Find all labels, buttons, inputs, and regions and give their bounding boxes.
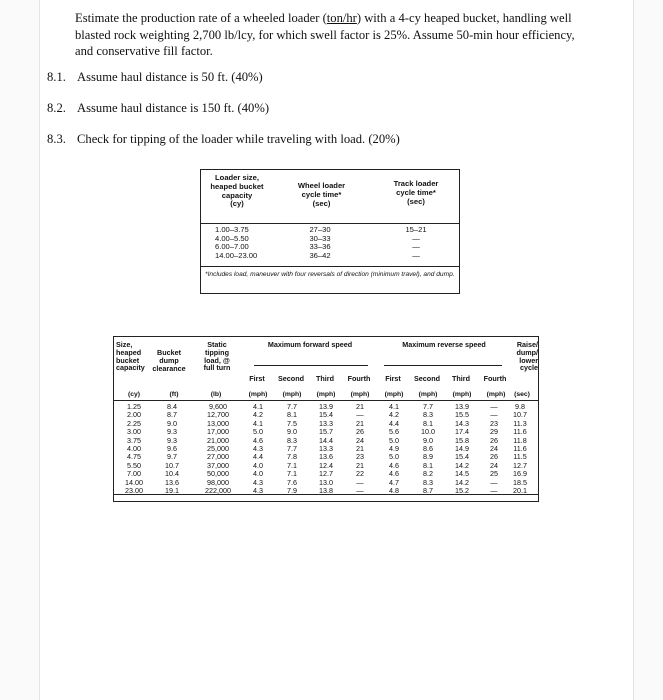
table-cell: 1.00–3.75 xyxy=(215,225,249,234)
table-cell: 13,000 xyxy=(207,418,229,428)
table-cell: 13.8 xyxy=(319,486,333,496)
unit-cell: (mph) xyxy=(248,391,268,398)
table-cell: 8.1 xyxy=(287,410,297,420)
column-rev-second xyxy=(410,403,446,495)
column-cycle xyxy=(502,403,538,495)
table-cell: 15.8 xyxy=(455,435,469,445)
table-cell: 3.75 xyxy=(127,435,141,445)
table-cell: 5.0 xyxy=(389,435,399,445)
table-cell: 17.4 xyxy=(455,427,469,437)
column-rev-first xyxy=(376,403,412,495)
table-cell: 15.4 xyxy=(319,410,333,420)
loader-size-column xyxy=(215,226,257,260)
table-cell: 11.6 xyxy=(513,427,527,437)
table-cell: 13.9 xyxy=(455,402,469,411)
table-cell: 13.6 xyxy=(319,452,333,462)
table-cell: 4.00 xyxy=(127,444,141,454)
header-line: (cy) xyxy=(230,199,244,209)
last-row-rule xyxy=(114,494,538,495)
cycle-time-table xyxy=(200,169,460,294)
table-cell: 21 xyxy=(356,460,364,470)
header-forward-speed: Maximum forward speed xyxy=(267,340,353,349)
header-size xyxy=(116,341,150,372)
table-cell: 15.4 xyxy=(455,452,469,462)
question-text: Assume haul distance is 50 ft. (40%) xyxy=(77,70,263,84)
table-footnote: *Includes load, maneuver with four reversals of direction (minimum travel), and dump. xyxy=(201,266,459,283)
table-cell: 4.2 xyxy=(253,410,263,420)
table-cell: 15.7 xyxy=(319,427,333,437)
table-cell: 23.00 xyxy=(125,486,143,496)
table-cell: 2.00 xyxy=(127,410,141,420)
table-cell: 8.2 xyxy=(423,469,433,479)
table-cell: 16.9 xyxy=(513,469,527,479)
table-cell: 9.3 xyxy=(167,435,177,445)
header-line: dump/ xyxy=(516,347,538,357)
column-tipping-load xyxy=(198,403,238,495)
header-line: heaped xyxy=(116,347,142,357)
header-line: (sec) xyxy=(407,196,425,206)
header-raise-dump xyxy=(502,341,538,372)
table-cell: 21 xyxy=(356,444,364,454)
table-cell: 9.6 xyxy=(167,444,177,454)
column-size xyxy=(116,403,152,495)
table-cell: 2.25 xyxy=(127,418,141,428)
table-cell: 4.00–5.50 xyxy=(215,233,249,243)
table-cell: 12,700 xyxy=(207,410,229,420)
table-cell: 7.1 xyxy=(287,469,297,479)
loader-spec-table xyxy=(113,336,539,502)
table-cell: 14.4 xyxy=(319,435,333,445)
unit-cell: (sec) xyxy=(514,391,530,398)
table-cell: 14.3 xyxy=(455,418,469,428)
table-cell: 25,000 xyxy=(207,444,229,454)
question-8-2 xyxy=(47,101,269,116)
sub-fourth-fwd: Fourth xyxy=(347,374,371,383)
header-line: Wheel loader xyxy=(297,181,346,190)
sub-third-rev: Third xyxy=(452,374,470,383)
question-number: 8.1. xyxy=(47,70,66,84)
header-line: full turn xyxy=(203,363,231,373)
header-line: (sec) xyxy=(312,198,331,208)
table-cell: 4.8 xyxy=(389,486,399,496)
table-cell: 5.0 xyxy=(389,452,399,462)
unit-cell: (mph) xyxy=(384,391,404,398)
unit-cell: (ft) xyxy=(169,391,179,398)
header-line: load, @ xyxy=(204,355,230,365)
unit-cell: (mph) xyxy=(282,391,302,398)
table-cell: 1.25 xyxy=(127,402,141,411)
header-line: Raise/ xyxy=(516,340,538,349)
table-cell: 5.0 xyxy=(253,427,263,437)
table-cell: 23 xyxy=(490,418,498,428)
table-cell: 5.6 xyxy=(389,427,399,437)
question-text: Check for tipping of the loader while traveling with load. (20%) xyxy=(77,132,400,146)
table-cell: 24 xyxy=(490,444,498,454)
unit-cell: (cy) xyxy=(127,391,141,398)
table-cell: 17,000 xyxy=(207,427,229,437)
table-cell: 8.3 xyxy=(287,435,297,445)
header-track-loader xyxy=(386,180,446,206)
table-cell: 15.5 xyxy=(455,410,469,420)
table-cell: 8.7 xyxy=(167,410,177,420)
table-cell: 25 xyxy=(490,469,498,479)
table-cell: 13.0 xyxy=(319,477,333,487)
intro-post: ) with a 4-cy heaped bucket, handling well blasted rock weighting 2,700 lb/lcy, for which swell factor is 25%. Assume 50-min hour efficiency, and conservative fill factor. xyxy=(75,11,575,58)
header-line: dump xyxy=(159,355,179,365)
table-cell: 14.5 xyxy=(455,469,469,479)
sub-first-rev: First xyxy=(385,374,401,383)
table-cell: 9.7 xyxy=(167,452,177,462)
header-line: Loader size, xyxy=(215,173,259,182)
unit-cell: (mph) xyxy=(486,391,506,398)
table-cell: 7.7 xyxy=(287,444,297,454)
table-cell: 15–21 xyxy=(405,225,427,234)
sub-fourth-rev: Fourth xyxy=(483,374,507,383)
table-cell: 4.3 xyxy=(253,444,263,454)
table-cell: 13.9 xyxy=(319,402,333,411)
table-cell: 15.2 xyxy=(455,486,469,496)
table-cell: 4.1 xyxy=(253,402,263,411)
table-cell: 20.1 xyxy=(513,486,527,496)
table-cell: 14.9 xyxy=(455,444,469,454)
header-line: Size, xyxy=(116,340,133,349)
table-cell: 8.4 xyxy=(167,402,177,411)
table-cell: 7.7 xyxy=(287,402,297,411)
table-cell: 13.3 xyxy=(319,444,333,454)
table-cell: 21 xyxy=(356,402,364,411)
table-cell: 4.4 xyxy=(253,452,263,462)
question-text: Assume haul distance is 150 ft. (40%) xyxy=(77,101,270,115)
table-cell: 8.3 xyxy=(423,477,433,487)
table-cell: 7.7 xyxy=(423,402,433,411)
header-wheel-loader xyxy=(289,182,354,208)
table-cell: 11.5 xyxy=(513,452,527,462)
header-line: cycle xyxy=(520,363,538,373)
table-cell: 7.8 xyxy=(287,452,297,462)
header-line: Track loader xyxy=(393,179,439,188)
table-cell: 4.0 xyxy=(253,460,263,470)
header-line: heaped bucket xyxy=(210,181,264,191)
table-cell: 30–33 xyxy=(309,233,331,243)
table-cell: 27,000 xyxy=(207,452,229,462)
header-line: cycle time* xyxy=(301,189,342,199)
header-static-tipping xyxy=(194,341,240,372)
right-margin xyxy=(633,0,663,700)
intro-unit: ton/hr xyxy=(326,11,357,25)
sub-first-fwd: First xyxy=(249,374,265,383)
header-line: Bucket xyxy=(157,348,181,357)
problem-statement xyxy=(75,10,595,60)
table-cell: 12.7 xyxy=(513,460,527,470)
table-cell: 4.7 xyxy=(389,477,399,487)
table-cell: 4.1 xyxy=(389,402,399,411)
table-cell: — xyxy=(490,477,498,487)
table-cell: 7.00 xyxy=(127,469,141,479)
table-cell: 4.3 xyxy=(253,477,263,487)
table-cell: — xyxy=(490,402,498,411)
header-bucket-dump xyxy=(148,349,190,372)
question-8-1 xyxy=(47,70,263,85)
table-cell: — xyxy=(356,486,364,496)
header-reverse-speed: Maximum reverse speed xyxy=(402,340,486,349)
table-cell: 8.9 xyxy=(423,452,433,462)
table-cell: 7.6 xyxy=(287,477,297,487)
sub-second-rev: Second xyxy=(414,374,440,383)
table-cell: 21 xyxy=(356,418,364,428)
column-fwd-third xyxy=(308,403,344,495)
table-cell: 26 xyxy=(356,427,364,437)
table-cell: 14.2 xyxy=(455,460,469,470)
unit-cell: (lb) xyxy=(210,391,222,398)
header-line: capacity xyxy=(221,190,253,200)
table-cell: 4.2 xyxy=(389,410,399,420)
left-margin xyxy=(0,0,40,700)
table-cell: — xyxy=(412,242,420,251)
table-cell: 3.00 xyxy=(127,427,141,437)
table-cell: 7.5 xyxy=(287,418,297,428)
table-cell: 26 xyxy=(490,435,498,445)
column-fwd-first xyxy=(240,403,276,495)
table-cell: 14.00 xyxy=(125,477,143,487)
column-rev-third xyxy=(444,403,480,495)
header-line: tipping xyxy=(205,347,229,357)
table-cell: 36–42 xyxy=(309,250,331,260)
table-cell: — xyxy=(412,233,420,243)
column-clearance xyxy=(154,403,190,495)
table-cell: 22 xyxy=(356,469,364,479)
table-cell: 4.4 xyxy=(389,418,399,428)
sub-second-fwd: Second xyxy=(278,374,304,383)
table-cell: 12.7 xyxy=(319,469,333,479)
table-cell: 29 xyxy=(490,427,498,437)
intro-pre: Estimate the production rate of a wheeled loader ( xyxy=(75,11,327,25)
table-cell: — xyxy=(490,486,498,496)
table-cell: 24 xyxy=(356,435,364,445)
table-cell: 12.4 xyxy=(319,460,333,470)
forward-rule xyxy=(254,365,368,366)
table-cell: 7.9 xyxy=(287,486,297,496)
table-cell: 9.3 xyxy=(167,427,177,437)
wheel-cycle-column xyxy=(305,226,335,260)
table-cell: 6.00–7.00 xyxy=(215,242,249,251)
sub-third-fwd: Third xyxy=(316,374,334,383)
question-number: 8.2. xyxy=(47,101,66,115)
header-line: cycle time* xyxy=(396,187,436,197)
table-cell: 10.0 xyxy=(421,427,435,437)
table-cell: 4.6 xyxy=(389,460,399,470)
table-cell: — xyxy=(356,477,364,487)
header-loader-size xyxy=(207,174,267,209)
table-cell: 9.0 xyxy=(287,427,297,437)
table-cell: — xyxy=(412,250,420,260)
table-cell: 23 xyxy=(356,452,364,462)
table-cell: 8.6 xyxy=(423,444,433,454)
table-cell: 7.1 xyxy=(287,460,297,470)
table-cell: 4.0 xyxy=(253,469,263,479)
table-cell: 24 xyxy=(490,460,498,470)
table-cell: 9,600 xyxy=(209,402,227,411)
unit-cell: (mph) xyxy=(418,391,438,398)
column-fwd-fourth xyxy=(342,403,378,495)
table-cell: 37,000 xyxy=(207,460,229,470)
table-cell: 21,000 xyxy=(207,435,229,445)
table-cell: 4.9 xyxy=(389,444,399,454)
question-number: 8.3. xyxy=(47,132,66,146)
table-cell: 222,000 xyxy=(205,486,231,496)
table-cell: 13.3 xyxy=(319,418,333,428)
table-cell: 8.7 xyxy=(423,486,433,496)
track-cycle-column xyxy=(401,226,431,260)
table-cell: 11.8 xyxy=(513,435,527,445)
table-cell: 8.3 xyxy=(423,410,433,420)
table-cell: 98,000 xyxy=(207,477,229,487)
table-cell: 10.4 xyxy=(165,469,179,479)
table-cell: — xyxy=(490,410,498,420)
header-line: Static xyxy=(207,340,227,349)
header-line: clearance xyxy=(152,363,186,373)
table-cell: 5.50 xyxy=(127,460,141,470)
table-cell: 14.2 xyxy=(455,477,469,487)
reverse-rule xyxy=(384,365,502,366)
table-cell: 9.8 xyxy=(515,402,525,411)
table-cell: 11.6 xyxy=(513,444,527,454)
table-cell: 26 xyxy=(490,452,498,462)
table-cell: 10.7 xyxy=(165,460,179,470)
header-line: capacity xyxy=(116,363,145,373)
table-cell: 11.3 xyxy=(513,418,527,428)
table-cell: 9.0 xyxy=(167,418,177,428)
table-cell: 8.1 xyxy=(423,460,433,470)
table-cell: 50,000 xyxy=(207,469,229,479)
table-cell: 10.7 xyxy=(513,410,527,420)
table-cell: 4.75 xyxy=(127,452,141,462)
table-cell: 27–30 xyxy=(309,225,331,234)
table-cell: 13.6 xyxy=(165,477,179,487)
table-cell: 4.6 xyxy=(253,435,263,445)
table-cell: 4.3 xyxy=(253,486,263,496)
units-row xyxy=(114,391,538,401)
cycle-time-table-header xyxy=(201,170,459,224)
column-fwd-second xyxy=(274,403,310,495)
question-8-3 xyxy=(47,132,400,147)
table-cell: 33–36 xyxy=(309,242,331,251)
table-cell: 4.6 xyxy=(389,469,399,479)
table-cell: 9.0 xyxy=(423,435,433,445)
table-cell: 19.1 xyxy=(165,486,179,496)
header-line: bucket xyxy=(116,355,140,365)
header-line: lower xyxy=(519,355,538,365)
unit-cell: (mph) xyxy=(452,391,472,398)
table-cell: 8.1 xyxy=(423,418,433,428)
table-cell: 4.1 xyxy=(253,418,263,428)
table-cell: 18.5 xyxy=(513,477,527,487)
unit-cell: (mph) xyxy=(350,391,370,398)
unit-cell: (mph) xyxy=(316,391,336,398)
table-cell: — xyxy=(356,410,364,420)
table-cell: 14.00–23.00 xyxy=(215,250,258,260)
